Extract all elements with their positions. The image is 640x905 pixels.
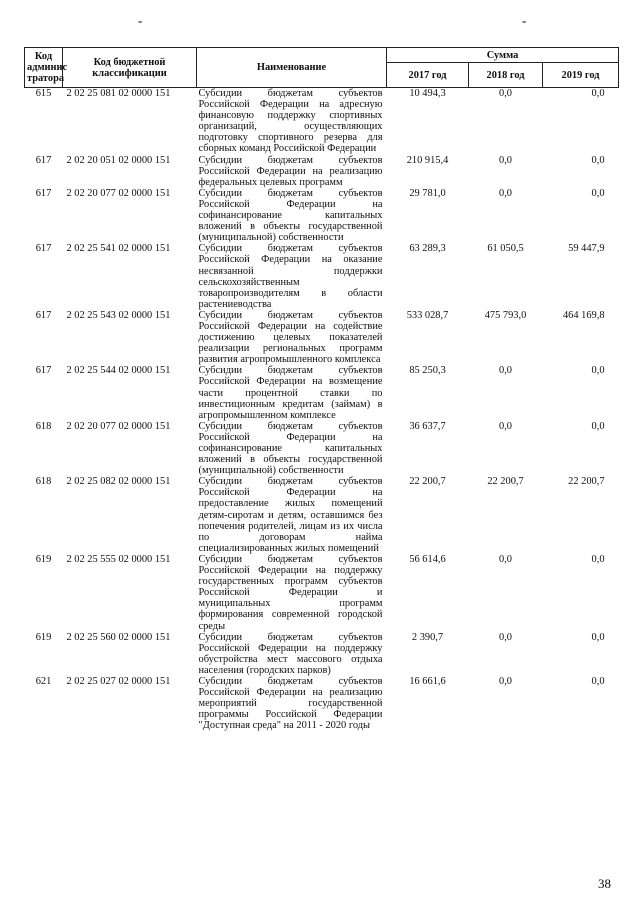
table-row <box>25 155 619 188</box>
admin-code-cell: 619 <box>35 631 52 643</box>
table-row <box>25 632 619 676</box>
amount-2019-cell: 0,0 <box>591 187 605 199</box>
column-header-name: Наименование <box>197 48 387 88</box>
amount-2017-cell: 2 390,7 <box>411 631 444 643</box>
amount-2019-cell: 0,0 <box>591 88 605 99</box>
description-cell: Субсидии бюджетам субъектов Российской Федерации на поддержку обустройства мест массового отдыха населения (городских парков) <box>198 631 383 676</box>
budget-code-cell: 2 02 25 560 02 0000 151 <box>66 631 171 643</box>
table-row <box>25 365 619 420</box>
admin-code-cell: 617 <box>35 365 52 377</box>
amount-2017-cell: 63 289,3 <box>409 243 446 255</box>
column-header-year-2019: 2019 год <box>543 63 619 88</box>
amount-2017-cell: 10 494,3 <box>409 88 446 99</box>
amount-2017-cell: 16 661,6 <box>409 675 446 687</box>
admin-code-cell: 617 <box>35 243 52 255</box>
table-row <box>25 554 619 632</box>
amount-2018-cell: 475 793,0 <box>484 309 527 321</box>
amount-2017-cell: 210 915,4 <box>406 154 449 166</box>
description-cell: Субсидии бюджетам субъектов Российской Федерации на предоставление жилых помещений детям-сиротам и детям, оставшимся без попечения родителей, лицам из их числа по договорам найма специализированных жилых помещений <box>198 476 383 554</box>
column-header-admin-code: Код админис тратора <box>25 48 63 88</box>
table-row <box>25 421 619 476</box>
amount-2018-cell: 61 050,5 <box>487 243 524 255</box>
amount-2019-cell: 0,0 <box>591 420 605 432</box>
budget-code-cell: 2 02 25 081 02 0000 151 <box>66 88 171 99</box>
amount-2017-cell: 22 200,7 <box>409 476 446 488</box>
description-cell: Субсидии бюджетам субъектов Российской Федерации на поддержку государственных программ субъектов Российской Федерации и муниципальных программ формирования современной городской среды <box>198 553 383 632</box>
amount-2019-cell: 464 169,8 <box>562 309 605 321</box>
table-row <box>25 676 619 731</box>
header-dash-right: - <box>522 13 527 28</box>
table-header <box>25 48 619 88</box>
budget-code-cell: 2 02 25 543 02 0000 151 <box>66 309 171 321</box>
column-header-sum: Сумма <box>387 48 619 63</box>
amount-2018-cell: 0,0 <box>499 365 512 377</box>
column-header-year-2017: 2017 год <box>387 63 469 88</box>
amount-2017-cell: 36 637,7 <box>409 420 446 432</box>
admin-code-cell: 621 <box>35 675 52 687</box>
budget-code-cell: 2 02 20 077 02 0000 151 <box>66 187 171 199</box>
budget-code-cell: 2 02 25 555 02 0000 151 <box>66 553 171 565</box>
header-dash-left: - <box>138 13 143 28</box>
amount-2019-cell: 0,0 <box>591 631 605 643</box>
budget-code-cell: 2 02 20 077 02 0000 151 <box>66 420 171 432</box>
admin-code-cell: 615 <box>35 88 52 99</box>
amount-2019-cell: 0,0 <box>591 365 605 377</box>
amount-2018-cell: 0,0 <box>499 553 512 565</box>
budget-code-cell: 2 02 20 051 02 0000 151 <box>66 154 171 166</box>
amount-2018-cell: 0,0 <box>499 154 512 166</box>
admin-code-cell: 618 <box>35 420 52 432</box>
table-row <box>25 88 619 155</box>
description-cell: Субсидии бюджетам субъектов Российской Федерации на софинансирование капитальных вложений в объекты государственной (муниципальной) собственности <box>198 420 383 477</box>
admin-code-cell: 617 <box>35 154 52 166</box>
admin-code-cell: 617 <box>35 309 52 321</box>
description-cell: Субсидии бюджетам субъектов Российской Федерации на софинансирование капитальных вложений в объекты государственной (муниципальной) собственности <box>198 187 383 244</box>
amount-2018-cell: 0,0 <box>499 187 512 199</box>
amount-2017-cell: 56 614,6 <box>409 553 446 565</box>
description-cell: Субсидии бюджетам субъектов Российской Федерации на адресную финансовую поддержку спортивных организаций, осуществляющих подготовку спортивного резерва для сборных команд Российской Федерации <box>198 88 383 155</box>
budget-code-cell: 2 02 25 544 02 0000 151 <box>66 365 171 377</box>
amount-2019-cell: 59 447,9 <box>568 243 605 255</box>
amount-2018-cell: 0,0 <box>499 88 512 99</box>
column-header-year-2018: 2018 год <box>469 63 543 88</box>
amount-2017-cell: 533 028,7 <box>406 309 449 321</box>
description-cell: Субсидии бюджетам субъектов Российской Федерации на реализацию федеральных целевых программ <box>198 154 383 188</box>
amount-2018-cell: 22 200,7 <box>487 476 524 488</box>
table-row <box>25 476 619 554</box>
admin-code-cell: 618 <box>35 476 52 488</box>
amount-2018-cell: 0,0 <box>499 631 512 643</box>
amount-2019-cell: 0,0 <box>591 154 605 166</box>
admin-code-cell: 617 <box>35 187 52 199</box>
amount-2019-cell: 22 200,7 <box>568 476 605 488</box>
budget-code-cell: 2 02 25 082 02 0000 151 <box>66 476 171 488</box>
amount-2017-cell: 29 781,0 <box>409 187 446 199</box>
budget-code-cell: 2 02 25 541 02 0000 151 <box>66 243 171 255</box>
page-number: 38 <box>598 876 611 891</box>
description-cell: Субсидии бюджетам субъектов Российской Федерации на реализацию мероприятий государственной программы Российской Федерации "Доступная среда" на 2011 - 2020 годы <box>198 675 383 732</box>
table-row <box>25 310 619 365</box>
amount-2019-cell: 0,0 <box>591 553 605 565</box>
description-cell: Субсидии бюджетам субъектов Российской Федерации на оказание несвязанной поддержки сельскохозяйственным товаропроизводителям в области растениеводства <box>198 243 383 310</box>
column-header-budget-code: Код бюджетной классификации <box>63 48 197 88</box>
amount-2018-cell: 0,0 <box>499 675 512 687</box>
amount-2017-cell: 85 250,3 <box>409 365 446 377</box>
table-row <box>25 243 619 310</box>
table-row <box>25 188 619 243</box>
revenue-table <box>24 47 619 731</box>
amount-2019-cell: 0,0 <box>591 675 605 687</box>
description-cell: Субсидии бюджетам субъектов Российской Федерации на возмещение части процентной ставки по инвестиционным кредитам (займам) в агропромышленном комплексе <box>198 365 383 421</box>
amount-2018-cell: 0,0 <box>499 420 512 432</box>
description-cell: Субсидии бюджетам субъектов Российской Федерации на содействие достижению целевых показателей реализации региональных программ развития агропромышленного комплекса <box>198 309 383 366</box>
budget-code-cell: 2 02 25 027 02 0000 151 <box>66 675 171 687</box>
table-body <box>25 88 619 732</box>
admin-code-cell: 619 <box>35 553 52 565</box>
